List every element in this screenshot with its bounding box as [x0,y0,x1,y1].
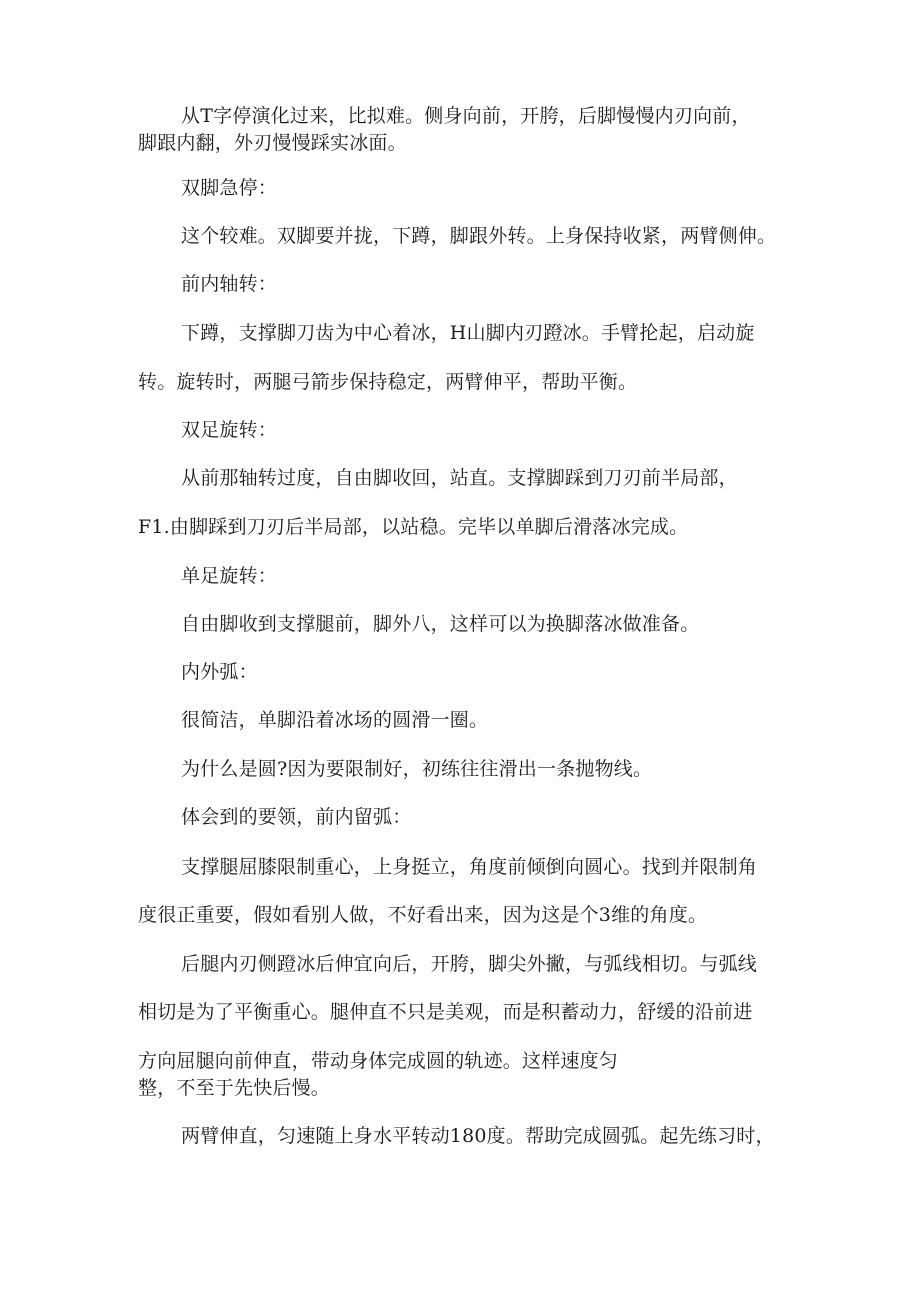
text-line-12: 自由脚收到支撑腿前，脚外八，这样可以为换脚落冰做准备。 [181,613,700,635]
text-line-19: 后腿内刃侧蹬冰后伸宜向后，开胯，脚尖外撇，与弧线相切。与弧线 [181,953,758,975]
heading-double-foot-stop: 双脚急停： [181,177,278,199]
text-line-14: 很简洁，单脚沿着冰场的圆滑一圈。 [181,709,489,731]
text-line-4: 这个较难。双脚要并拢，下蹲，脚跟外转。上身保持收紧，两臂侧伸。 [181,225,777,247]
text-line-9: 从前那轴转过度，自由脚收回，站直。支撑脚踩到刀刃前半局部， [181,467,738,489]
text-line-18: 度很正重要，假如看别人做，不好看出来，因为这是个3维的角度。 [138,904,708,926]
text-line-6: 下蹲，支撑脚刀齿为中心着冰，H山脚内刃蹬冰。手臂抡起，启动旋 [181,322,755,344]
text-line-16: 体会到的要领，前内留弧： [181,806,412,828]
text-line-15: 为什么是圆?因为要限制好，初练往往滑出一条抛物线。 [181,758,653,780]
heading-two-foot-spin: 双足旋转： [181,419,278,441]
heading-inner-outer-arc: 内外弧： [181,661,258,683]
text-line-1: 从T字停演化过来，比拟难。侧身向前，开胯，后脚慢慢内刃向前， [181,105,751,127]
heading-one-foot-spin: 单足旋转： [181,565,278,587]
text-line-7: 转。旋转时，两腿弓箭步保持稳定，两臂伸平，帮助平衡。 [138,371,638,393]
text-line-23: 两臂伸直，匀速随上身水平转动180度。帮助完成圆弧。起先练习时， [181,1125,775,1147]
text-line-2: 脚跟内翻，外刃慢慢踩实冰面。 [138,132,407,154]
text-line-17: 支撑腿屈膝限制重心，上身挺立，角度前倾倒向圆心。找到并限制角 [181,856,758,878]
text-line-22: 整，不至于先快后慢。 [138,1077,331,1099]
heading-forward-inner-pivot: 前内轴转： [181,273,278,295]
text-line-10: F1.由脚踩到刀刃后半局部，以站稳。完毕以单脚后滑落冰完成。 [138,516,689,538]
text-line-20: 相切是为了平衡重心。腿伸直不只是美观，而是积蓄动力，舒缓的沿前进 [138,1001,753,1023]
text-line-21: 方向屈腿向前伸直，带动身体完成圆的轨迹。这样速度匀 [138,1050,619,1072]
